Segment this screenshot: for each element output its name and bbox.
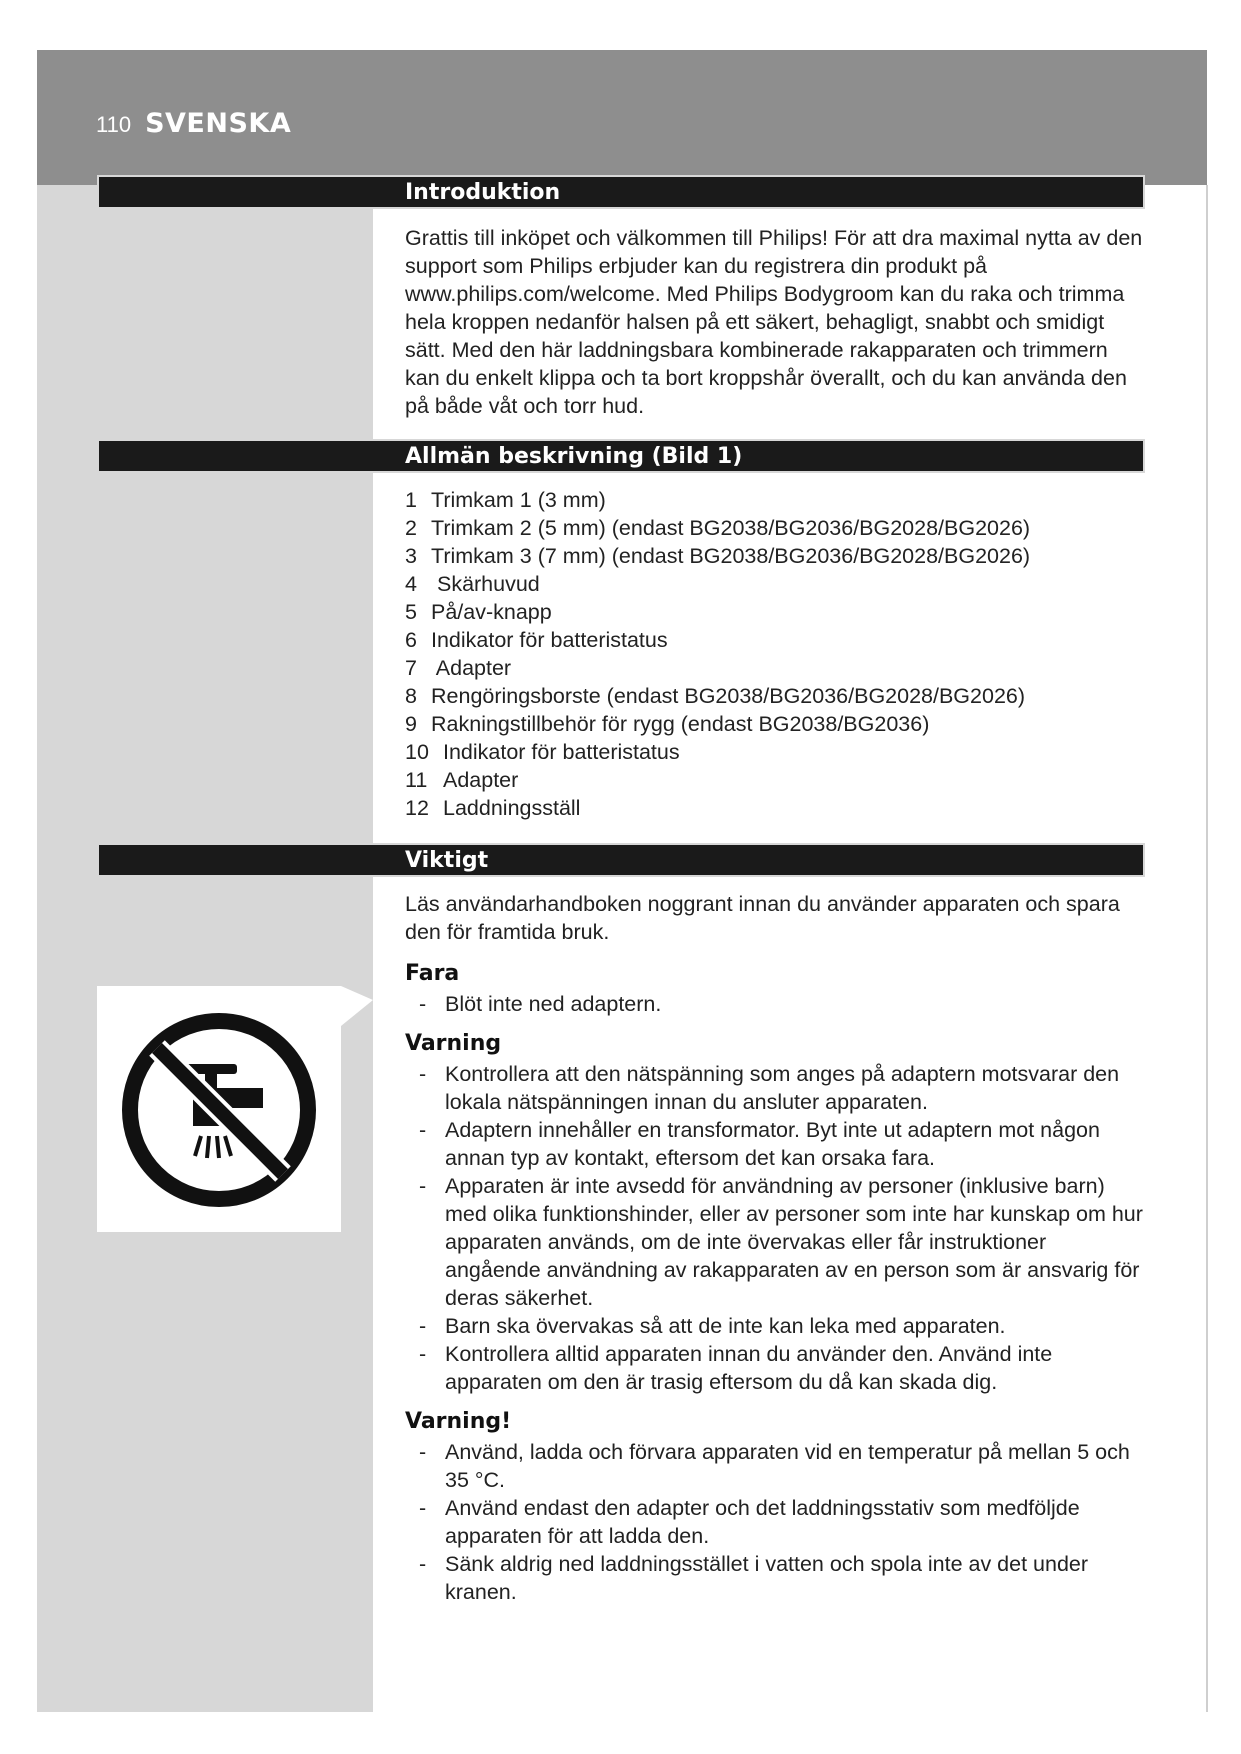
important-content (405, 890, 1145, 1606)
warning-heading: Varning (405, 1031, 502, 1056)
list-item: - Använd, ladda och förvara apparaten vid en temperatur på mellan 5 och 35 °C. (405, 1438, 1145, 1494)
list-item: - Blöt inte ned adaptern. (405, 990, 1145, 1018)
caution-heading: Varning! (405, 1409, 512, 1434)
pictogram-pointer (341, 986, 373, 1026)
list-item: 8 Rengöringsborste (endast BG2038/BG2036/BG2028/BG2026) (405, 684, 1026, 708)
intro-paragraph: Grattis till inköpet och välkommen till Philips! För att dra maximal nytta av den support som Philips erbjuder kan du registrera din produkt på www.philips.com/welcome. Med Philips Bodygroom kan du raka och trimma hela kroppen nedanför halsen på ett säkert, behagligt, snabbt och smidigt sätt. Med den här laddningsbara kombinerade rakapparaten och trimmern kan du enkelt klippa och ta bort kroppshår överallt, och du kan använda den på både våt och torr hud. (405, 226, 1143, 418)
language-title: SVENSKA (145, 108, 292, 139)
intro-content (405, 224, 1145, 420)
list-item: 9 Rakningstillbehör för rygg (endast BG2038/BG2036) (405, 712, 930, 736)
left-margin-column (37, 185, 373, 1712)
danger-list (405, 990, 1145, 1018)
important-intro: Läs användarhandboken noggrant innan du använder apparaten och spara den för framtida bruk. (405, 892, 1120, 944)
list-item: 11 Adapter (405, 768, 519, 792)
section-title-intro: Introduktion (405, 180, 561, 205)
section-title-description: Allmän beskrivning (Bild 1) (405, 444, 743, 469)
list-item: 12 Laddningsställ (405, 796, 581, 820)
list-item: - Kontrollera alltid apparaten innan du använder den. Använd inte apparaten om den är trasig eftersom du då kan skada dig. (405, 1340, 1145, 1396)
page-header (96, 108, 291, 139)
right-border (1206, 185, 1208, 1712)
no-water-tap-icon (97, 986, 341, 1232)
warning-pictogram-box (97, 986, 341, 1232)
list-item: - Barn ska övervakas så att de inte kan leka med apparaten. (405, 1312, 1145, 1340)
list-item: - Kontrollera att den nätspänning som anges på adaptern motsvarar den lokala nätspänningen innan du ansluter apparaten. (405, 1060, 1145, 1116)
list-item: 2 Trimkam 2 (5 mm) (endast BG2038/BG2036/BG2028/BG2026) (405, 516, 1031, 540)
list-item: 7 Adapter (405, 656, 512, 680)
page-number: 110 (96, 112, 132, 137)
list-item: - Apparaten är inte avsedd för användning av personer (inklusive barn) med olika funktionshinder, eller av personer som inte har kunskap om hur apparaten används, om de inte övervakas eller får instruktioner angående användning av rakapparaten av en person som är ansvarig för deras säkerhet. (405, 1172, 1145, 1312)
list-item: 1 Trimkam 1 (3 mm) (405, 488, 606, 512)
description-content (405, 486, 1145, 822)
list-item: - Adaptern innehåller en transformator. Byt inte ut adaptern mot någon annan typ av kontakt, eftersom det kan orsaka fara. (405, 1116, 1145, 1172)
section-bar-important (97, 843, 1145, 877)
section-title-important: Viktigt (405, 848, 489, 873)
list-item: - Använd endast den adapter och det laddningsstativ som medföljde apparaten för att ladda den. (405, 1494, 1145, 1550)
section-bar-description (97, 439, 1145, 473)
list-item: 5 På/av-knapp (405, 600, 552, 624)
list-item: 3 Trimkam 3 (7 mm) (endast BG2038/BG2036/BG2028/BG2026) (405, 544, 1031, 568)
warning-list (405, 1060, 1145, 1396)
list-item: 6 Indikator för batteristatus (405, 628, 668, 652)
danger-heading: Fara (405, 961, 460, 986)
section-bar-intro (97, 175, 1145, 209)
caution-list (405, 1438, 1145, 1606)
list-item: - Sänk aldrig ned laddningsstället i vatten och spola inte av det under kranen. (405, 1550, 1145, 1606)
list-item: 10 Indikator för batteristatus (405, 740, 680, 764)
list-item: 4 Skärhuvud (405, 572, 540, 596)
parts-list (405, 486, 1145, 822)
